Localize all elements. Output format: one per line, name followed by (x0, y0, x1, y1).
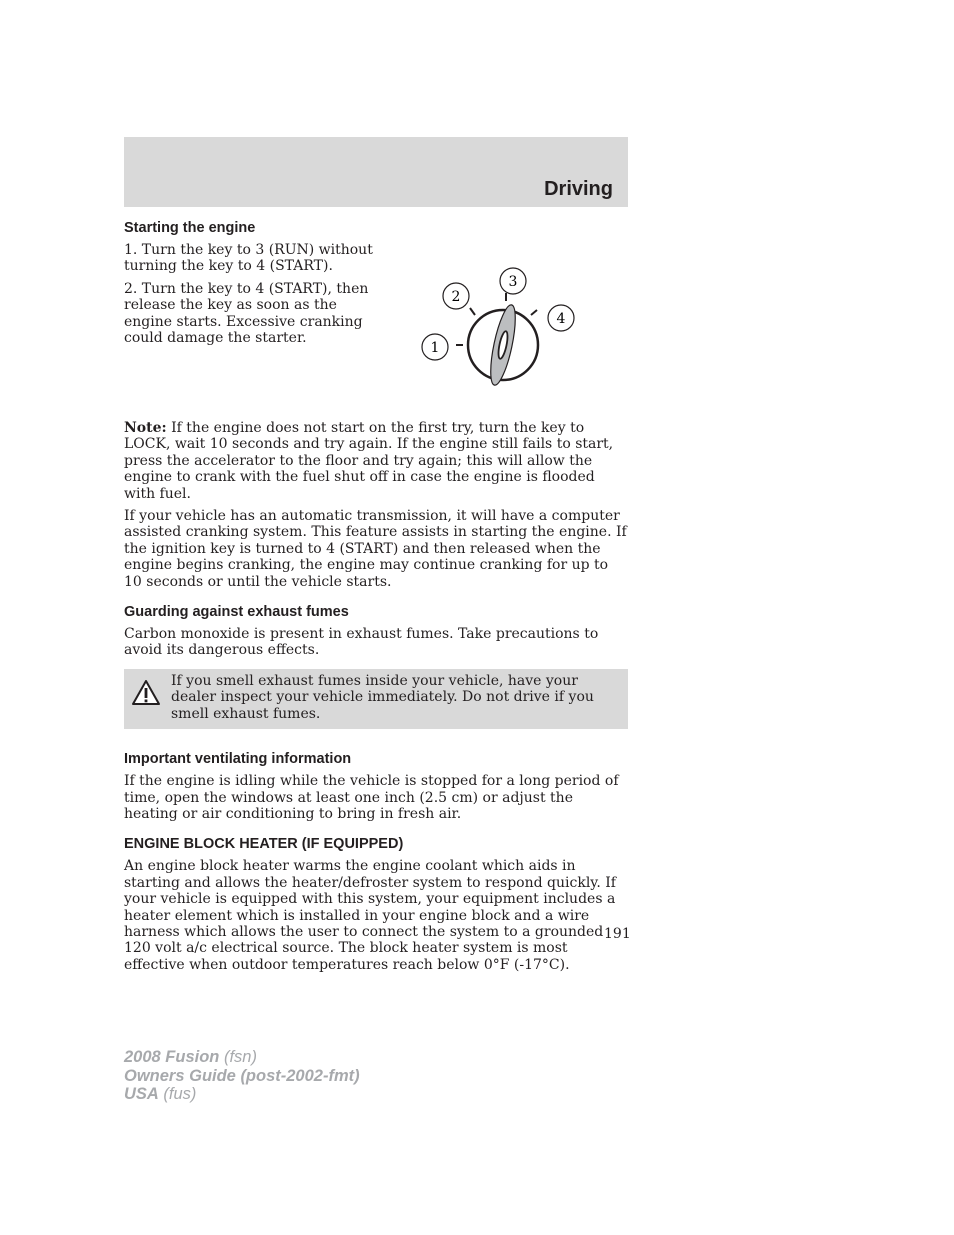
footer-market-code: (fus) (158, 1085, 197, 1103)
section-title: Driving (544, 178, 613, 200)
step-2: 2. Turn the key to 4 (START), then release the key as soon as the engine starts. Excessive cranking could damage the starter. (124, 280, 369, 347)
automatic-transmission-paragraph: If your vehicle has an automatic transmission, it will have a computer assisted cranking system. This feature assists in starting the engine. If the ignition key is turned to 4 (START) and then released when the engine begins cranking, the engine may continue cranking for up to 10 seconds or until the vehicle starts. (124, 508, 627, 590)
footer-model: 2008 Fusion (124, 1048, 220, 1066)
footer-market: USA (124, 1085, 159, 1103)
exhaust-heading: Guarding against exhaust fumes (124, 604, 349, 621)
exhaust-paragraph: Carbon monoxide is present in exhaust fumes. Take precautions to avoid its dangerous effects. (124, 626, 599, 659)
block-heater-heading: ENGINE BLOCK HEATER (IF EQUIPPED) (124, 836, 404, 853)
label-position-1: 1 (430, 340, 440, 356)
starting-steps-row (124, 242, 628, 400)
footer-model-code: (fsn) (219, 1048, 257, 1066)
note-paragraph (124, 420, 628, 502)
ignition-key-diagram (408, 260, 598, 400)
ventilating-paragraph: If the engine is idling while the vehicle is stopped for a long period of time, open the windows at least one inch (2.5 cm) or adjust the heating or air conditioning to bring in fresh air. (124, 773, 619, 822)
ventilating-heading: Important ventilating information (124, 751, 352, 768)
tick-position-4 (531, 310, 537, 315)
tick-position-2 (470, 308, 475, 315)
document-footer (124, 1048, 360, 1104)
label-position-2: 2 (451, 289, 461, 305)
footer-line-3 (124, 1085, 360, 1104)
step-1: 1. Turn the key to 3 (RUN) without turning the key to 4 (START). (124, 242, 373, 275)
label-position-4: 4 (556, 311, 566, 327)
section-header-band (124, 137, 628, 207)
note-label: Note: (124, 420, 167, 436)
page-number: 191 (604, 926, 631, 942)
exhaust-warning-text: If you smell exhaust fumes inside your vehicle, have your dealer inspect your vehicle immediately. Do not drive if you smell exhaust fumes. (171, 672, 594, 722)
note-text: If the engine does not start on the first try, turn the key to LOCK, wait 10 seconds and try again. If the engine still fails to start, press the accelerator to the floor and try again; this will allow the engine to crank with the fuel shut off in case the engine is flooded with fuel. (124, 420, 614, 502)
page-content (124, 220, 628, 979)
block-heater-paragraph: An engine block heater warms the engine coolant which aids in starting and allows the heater/defroster system to respond quickly. If your vehicle is equipped with this system, your equipment includes a heater element which is installed in your engine block and a wire harness which allows the user to connect the system to a grounded 120 volt a/c electrical source. The block heater system is most effective when outdoor temperatures reach below 0°F (-17°C). (124, 858, 616, 973)
starting-steps (124, 242, 384, 400)
label-position-3: 3 (508, 274, 518, 290)
exhaust-warning-box (124, 669, 628, 729)
footer-guide: Owners Guide (post-2002-fmt) (124, 1066, 360, 1085)
footer-line-2 (124, 1067, 360, 1086)
warning-triangle-icon (131, 679, 161, 707)
footer-line-1 (124, 1048, 360, 1067)
starting-heading: Starting the engine (124, 220, 256, 236)
